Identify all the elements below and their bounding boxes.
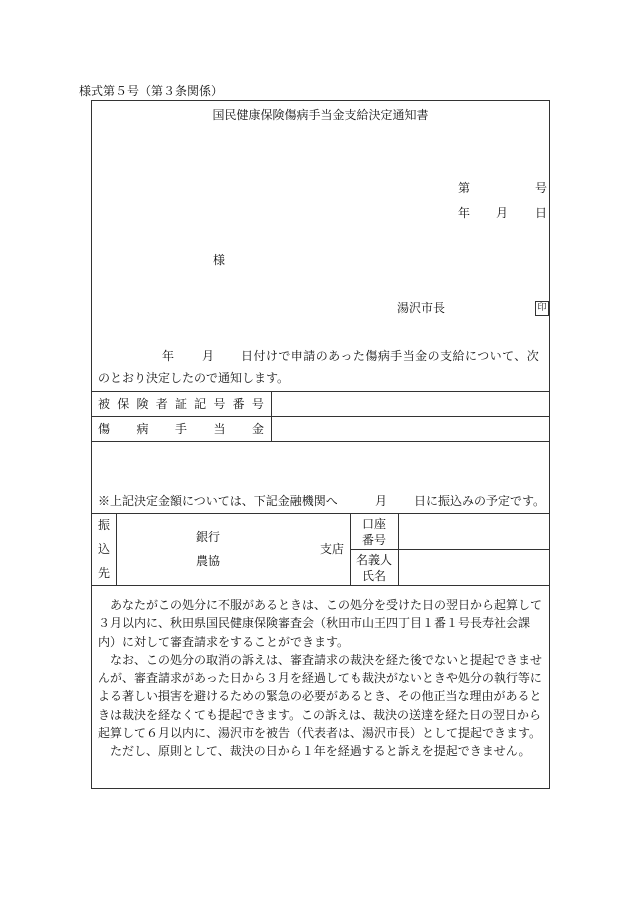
holder-label-2: 氏名 <box>362 569 387 583</box>
intro-month: 月 <box>202 349 215 363</box>
intro-year: 年 <box>162 349 175 363</box>
bank-type: 銀行 <box>196 530 221 544</box>
column-divider <box>271 391 272 441</box>
transfer-label-1: 振 <box>98 518 111 532</box>
appeal-notice-paragraph-3: ただし、原則として、裁決の日から１年を経過すると訴えを提起できません。 <box>110 744 531 759</box>
intro-line2: のとおり決定したので通知します。 <box>98 371 290 385</box>
date-day: 日 <box>535 206 548 220</box>
intro-line1: 日付けで申請のあった傷病手当金の支給について、次 <box>241 349 540 363</box>
form-number: 様式第５号（第３条関係） <box>79 84 224 98</box>
appeal-notice-paragraph-2: なお、この処分の取消の訴えは、審査請求の裁決を経た後でないと提起できませんが、審査請求があった日から３月を経過しても裁決がないときや処分の執行等による著しい損害を避けるための緊急の必要があるとき、その他正当な理由があるときは裁決を経なくても提起できます。この訴えは、裁決の送達を経た日の翌日から起算して６月以内に、湯沢市を被告（代表者は、湯沢市長）として提起できます。 <box>98 652 543 741</box>
doc-number-suffix: 号 <box>535 181 548 195</box>
transfer-label-3: 先 <box>98 566 111 580</box>
branch-label: 支店 <box>320 542 345 556</box>
doc-number-prefix: 第 <box>458 181 471 195</box>
transfer-month: 月 <box>375 494 388 508</box>
bank-top-border <box>91 513 550 514</box>
date-year: 年 <box>458 206 471 220</box>
row-divider <box>91 441 550 442</box>
account-label-2: 番号 <box>362 533 387 547</box>
bank-mid-divider <box>350 549 550 550</box>
seal-mark: 印 <box>535 301 549 316</box>
agri-coop-type: 農協 <box>196 554 221 568</box>
transfer-note-suffix: 日に振込みの予定です。 <box>414 494 546 508</box>
document-title: 国民健康保険傷病手当金支給決定通知書 <box>212 108 429 122</box>
transfer-label-2: 込 <box>98 542 111 556</box>
holder-label-1: 名義人 <box>356 553 393 567</box>
recipient-suffix: 様 <box>213 253 226 267</box>
bank-bottom-border <box>91 585 550 586</box>
insured-number-label: 被 保 険 者 証 記 号 番 号 <box>98 397 264 411</box>
issuer-name: 湯沢市長 <box>397 301 446 315</box>
transfer-note-prefix: ※上記決定金額については、下記金融機関へ <box>98 494 338 508</box>
allowance-label: 傷 病 手 当 金 <box>98 422 264 436</box>
row-divider <box>91 391 550 392</box>
appeal-notice <box>98 596 546 761</box>
account-label-1: 口座 <box>362 517 387 531</box>
date-month: 月 <box>496 206 509 220</box>
row-divider <box>91 416 550 417</box>
bank-side-divider <box>116 513 117 585</box>
appeal-notice-paragraph-1: あなたがこの処分に不服があるときは、この処分を受けた日の翌日から起算して３月以内に、秋田県国民健康保険審査会（秋田市山王四丁目１番１号長寿社会課内）に対して審査請求をすることができます。 <box>98 598 543 649</box>
